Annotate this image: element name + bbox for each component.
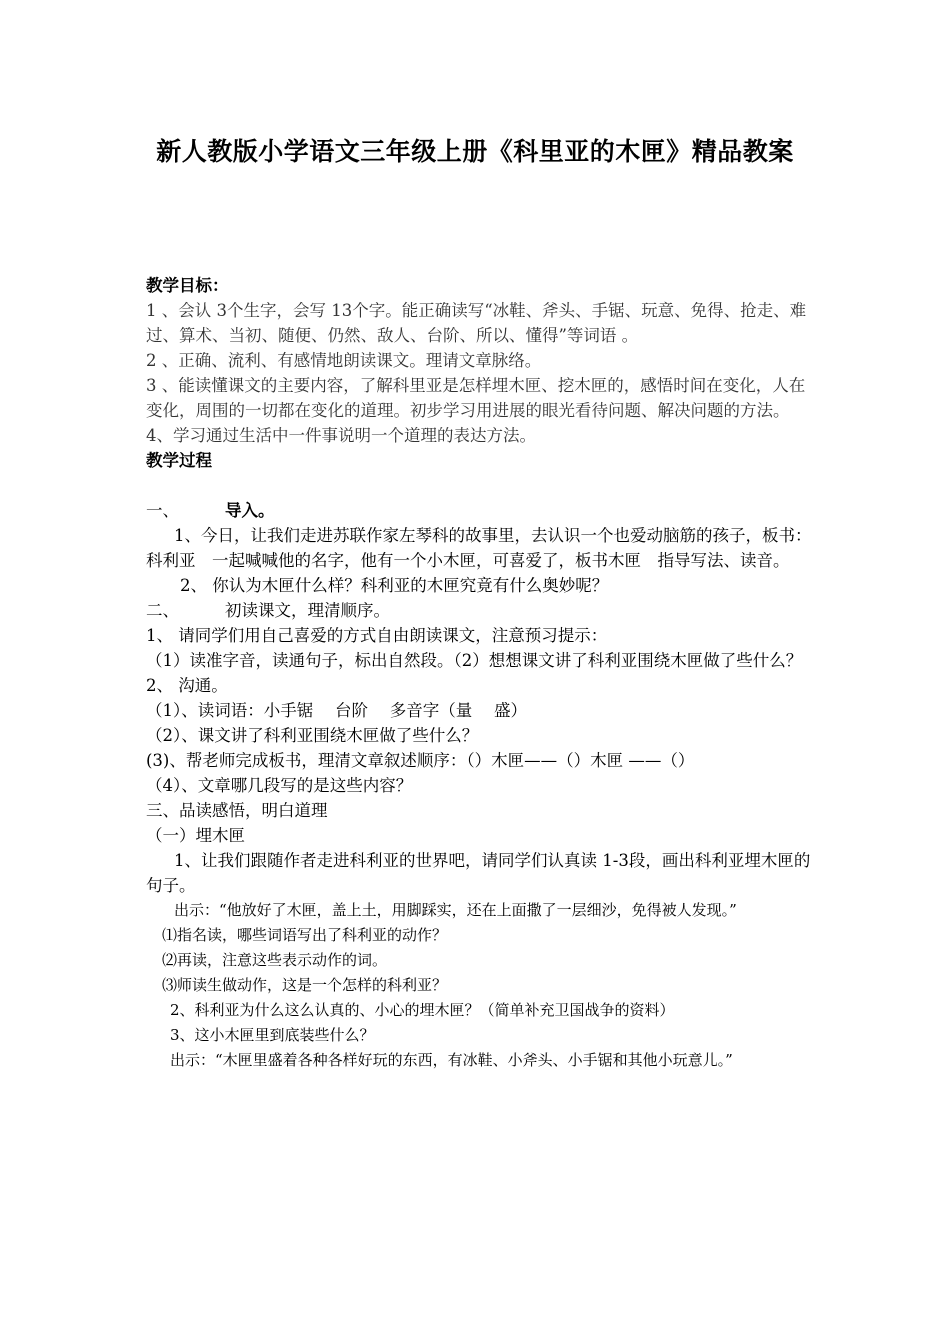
section-2-item-2d: （4）、文章哪几段写的是这些内容？ [146,776,413,795]
goal-1: 1 、会认 3个生字，会写 13个字。能正确读写“冰鞋、斧头、手锯、玩意、免得、抢走、难过、算术、当初、随便、仍然、敌人、台阶、所以、懂得”等词语 。 [146,301,807,345]
section-1-heading [146,498,814,523]
teaching-process-heading: 教学过程 [146,451,212,470]
goal-3: 3 、能读懂课文的主要内容，了解科里亚是怎样埋木匣、挖木匣的，感悟时间在变化，人在变化，周围的一切都在变化的道理。初步学习用进展的眼光看待问题、解决问题的方法。 [146,376,806,420]
section-2-item-1: 1、 请同学们用自己喜爱的方式自由朗读课文，注意预习提示： [146,626,608,645]
goal-2: 2 、正确、流利、有感情地朗读课文。理请文章脉络。 [146,351,542,370]
section-3-item-1c: ⑴指名读，哪些词语写出了科利亚的动作？ [162,926,448,944]
section-3-quote-1: 出示：“他放好了木匣，盖上土，用脚踩实，还在上面撒了一层细沙，免得被人发现。” [174,901,737,919]
section-2-heading [146,598,814,623]
section-2-item-1-detail: （1）读准字音，读通句子，标出自然段。（2）想想课文讲了科利亚围绕木匣做了些什么？ [146,651,803,670]
section-3-item-3: 3、这小木匣里到底装些什么？ [170,1026,375,1044]
section-2-item-2b: （2）、课文讲了科利亚围绕木匣做了些什么？ [146,726,479,745]
section-2-item-2c: (3)、帮老师完成板书，理清文章叙述顺序：（）木匣——（）木匣 ——（） [146,751,695,770]
section-1-title: 导入。 [225,501,275,520]
section-3-item-1e: ⑶师读生做动作，这是一个怎样的科利亚？ [162,976,448,994]
section-3-quote-2: 出示：“木匣里盛着各种各样好玩的东西，有冰鞋、小斧头、小手锯和其他小玩意儿。” [170,1051,733,1069]
section-3-item-1d: ⑵再读，注意这些表示动作的词。 [162,951,388,969]
section-2-item-2a: （1）、读词语：小手锯 台阶 多音字（量 盛） [146,701,527,720]
section-1-number: 一、 [146,501,179,520]
section-3-sub-1: （一）埋木匣 [146,826,245,845]
section-2-item-2: 2、 沟通。 [146,676,228,695]
section-3-heading: 三、品读感悟，明白道理 [146,801,328,820]
section-3-item-2: 2、科利亚为什么这么认真的、小心的埋木匣？（简单补充卫国战争的资料） [170,1001,675,1019]
spacer [146,473,814,498]
section-2-title: 初读课文，理清顺序。 [225,601,390,620]
section-3-item-1: 1、让我们跟随作者走进科利亚的世界吧，请同学们认真读 1-3段，画出科利亚埋木匣的句子。 [146,851,811,895]
section-1-item-1: 1、今日，让我们走进苏联作家左琴科的故事里，去认识一个也爱动脑筋的孩子，板书：科利亚 一起喊喊他的名字，他有一个小木匣，可喜爱了，板书木匣 指导写法、读音。 [146,526,812,570]
section-2-number: 二、 [146,601,179,620]
goal-4: 4、学习通过生活中一件事说明一个道理的表达方法。 [146,426,536,445]
teaching-goals-heading: 教学目标： [146,276,229,295]
document-body [146,273,814,1073]
document-title: 新人教版小学语文三年级上册《科里亚的木匣》精品教案 [156,137,794,166]
section-1-item-2: 2、 你认为木匣什么样？科利亚的木匣究竟有什么奥妙呢？ [180,576,609,595]
